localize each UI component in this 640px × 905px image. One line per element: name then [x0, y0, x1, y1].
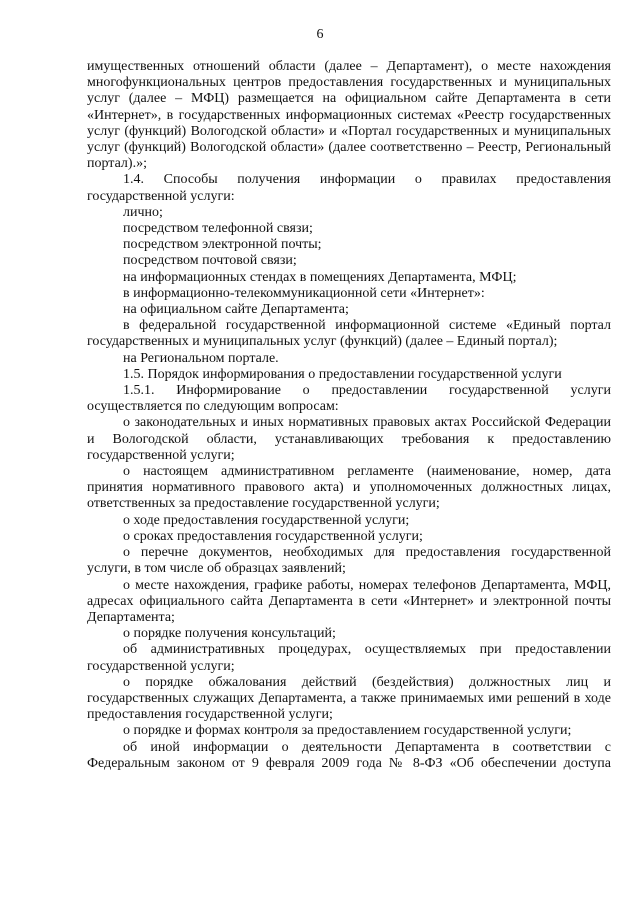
paragraph: о перечне документов, необходимых для предоставления государственной услуги, в том числе об образцах заявлений;	[87, 545, 611, 577]
document-body	[87, 59, 611, 772]
paragraph: лично;	[123, 204, 163, 220]
paragraph: о месте нахождения, графике работы, номерах телефонов Департамента, МФЦ, адресах официального сайта Департамента в сети «Интернет» и электронной почты Департамента;	[87, 577, 611, 625]
paragraph: о порядке и формах контроля за предоставлением государственной услуги;	[123, 723, 572, 739]
paragraph: 1.5. Порядок информирования о предоставлении государственной услуги	[123, 366, 562, 382]
paragraph: о сроках предоставления государственной услуги;	[123, 528, 423, 544]
paragraph: 1.5.1. Информирование о предоставлении государственной услуги осуществляется по следующим вопросам:	[87, 383, 611, 415]
paragraph: об иной информации о деятельности Департамента в соответствии с Федеральным законом от 9 февраля 2009 года № 8-ФЗ «Об обеспечении доступа	[87, 739, 611, 771]
paragraph: посредством электронной почты;	[123, 237, 322, 253]
paragraph: о порядке обжалования действий (бездействия) должностных лиц и государственных служащих Департамента, а также принимаемых ими решений в ходе предоставления государственной услуги;	[87, 674, 611, 723]
paragraph: посредством почтовой связи;	[123, 253, 297, 269]
paragraph: на официальном сайте Департамента;	[123, 302, 349, 318]
paragraph: об административных процедурах, осуществляемых при предоставлении государственной услуги;	[87, 642, 611, 674]
paragraph: в федеральной государственной информационной системе «Единый портал государственных и муниципальных услуг (функций) (далее – Единый портал);	[87, 318, 611, 350]
paragraph: о ходе предоставления государственной услуги;	[123, 512, 410, 528]
paragraph: о настоящем административном регламенте (наименование, номер, дата принятия нормативного правового акта) и уполномоченных должностных лицах, ответственных за предоставление государственной услуги;	[87, 464, 611, 512]
paragraph: 1.4. Способы получения информации о правилах предоставления государственной услуги:	[87, 172, 611, 204]
paragraph: на информационных стендах в помещениях Департамента, МФЦ;	[123, 269, 517, 285]
paragraph: о законодательных и иных нормативных правовых актах Российской Федерации и Вологодской области, устанавливающих требования к предоставлению государственной услуги;	[87, 415, 611, 463]
paragraph: посредством телефонной связи;	[123, 221, 313, 237]
paragraph: в информационно-телекоммуникационной сети «Интернет»:	[123, 285, 485, 301]
paragraph: на Региональном портале.	[123, 350, 279, 366]
page-number: 6	[316, 27, 324, 42]
paragraph: имущественных отношений области (далее – Департамент), о месте нахождения многофункциональных центров предоставления государственных и муниципальных услуг (далее – МФЦ) размещается на официальном сайте Департамента в сети «Интернет», в государственных информационных системах «Реестр государственных услуг (функций) Вологодской области» и «Портал государственных и муниципальных услуг (функций) Вологодской области» (далее соответственно – Реестр, Региональный портал).»;	[87, 59, 611, 172]
paragraph: о порядке получения консультаций;	[123, 626, 336, 642]
